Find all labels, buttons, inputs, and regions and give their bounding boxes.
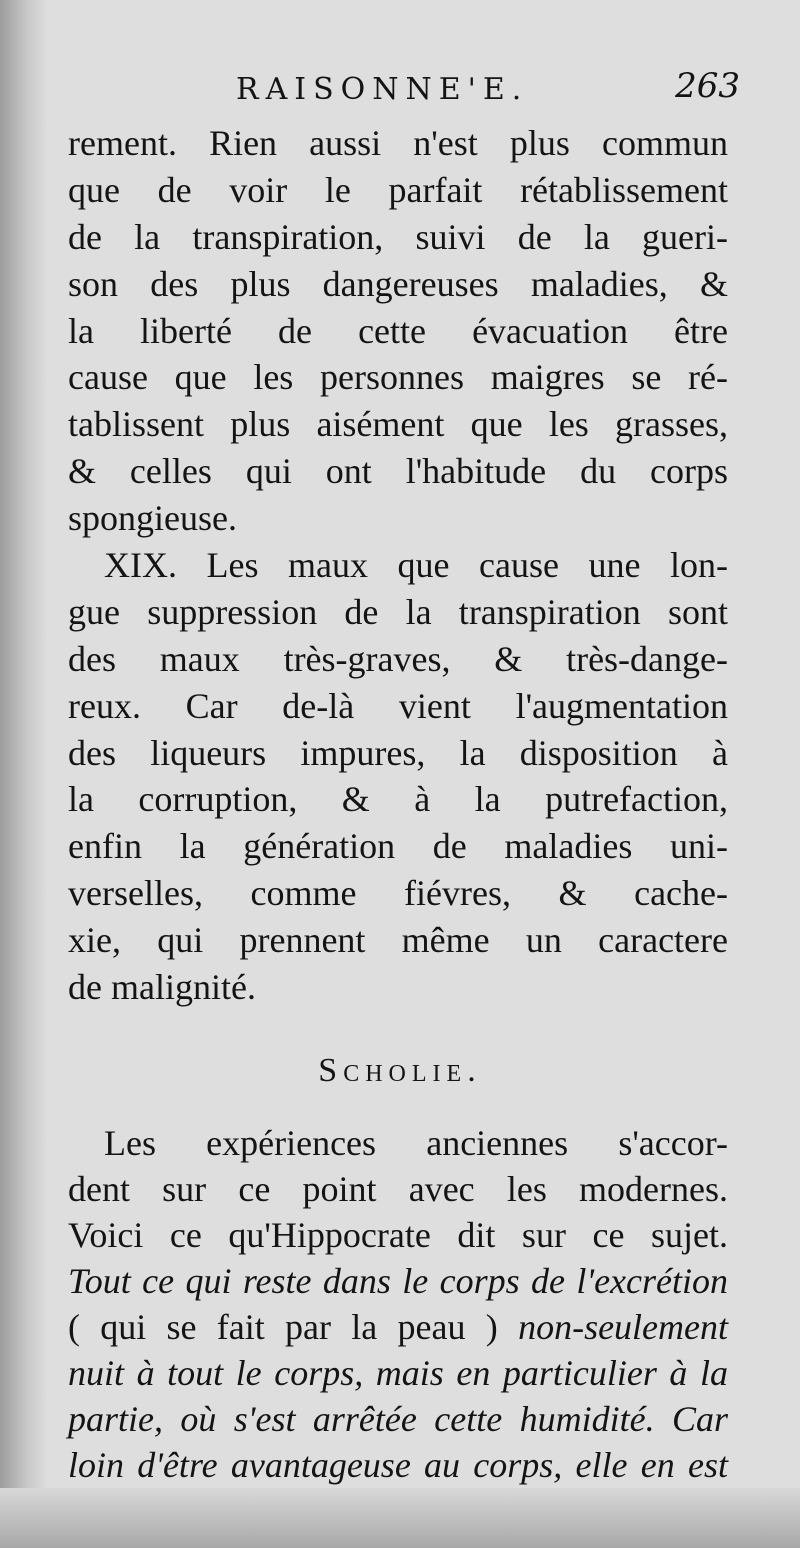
text-line: des liqueurs impures, la disposition à bbox=[68, 732, 728, 773]
text-line: rement. Rien aussi n'est plus commun bbox=[68, 123, 728, 163]
text-line: enfin la génération de maladies uni- bbox=[68, 826, 728, 867]
page-number: 263 bbox=[675, 66, 740, 106]
scholie-text bbox=[68, 1120, 728, 1488]
text-line: la liberté de cette évacuation être bbox=[68, 310, 728, 351]
text-line: Les expériences anciennes s'accor- bbox=[104, 1123, 728, 1163]
page-left-shadow bbox=[0, 0, 46, 1548]
text-line: son des plus dangereuses maladies, & bbox=[68, 263, 728, 304]
text-line: verselles, comme fiévres, & cache- bbox=[68, 873, 728, 914]
text-line: des maux très-graves, & très-dange- bbox=[68, 638, 728, 679]
text-line: Voici ce qu'Hippocrate dit sur ce sujet. bbox=[68, 1215, 728, 1255]
quote-line: loin d'être avantageuse au corps, elle en est bbox=[68, 1445, 728, 1485]
running-title: RAISONNE'E. bbox=[236, 72, 529, 107]
text-line: dent sur ce point avec les modernes. bbox=[68, 1169, 728, 1209]
quote-line: Tout ce qui reste dans le corps de l'excrétion bbox=[68, 1261, 728, 1301]
quote-line: nuit à tout le corps, mais en particulier à la bbox=[68, 1353, 728, 1393]
page-bottom-shadow bbox=[0, 1488, 800, 1548]
text-line: la corruption, & à la putrefaction, bbox=[68, 779, 728, 820]
text-line: de la transpiration, suivi de la gueri- bbox=[68, 216, 728, 257]
text-line: que de voir le parfait rétablissement bbox=[68, 169, 728, 210]
quote-line: partie, où s'est arrêtée cette humidité. Car bbox=[68, 1399, 728, 1439]
quote-italic-fragment: non-seulement bbox=[518, 1307, 729, 1347]
text-line: tablissent plus aisément que les grasses, bbox=[68, 404, 728, 445]
text-line: cause que les personnes maigres se ré- bbox=[68, 357, 728, 398]
quote-line bbox=[68, 1304, 728, 1350]
quote-roman-fragment: ( qui se fait par la peau ) bbox=[68, 1307, 498, 1347]
text-line: XIX. Les maux que cause une lon- bbox=[104, 545, 728, 586]
text-line: & celles qui ont l'habitude du corps bbox=[68, 451, 728, 492]
section-heading: Scholie. bbox=[318, 1052, 482, 1089]
body-text bbox=[68, 120, 728, 1011]
page-header bbox=[60, 66, 740, 122]
text-line: reux. Car de-là vient l'augmentation bbox=[68, 685, 728, 726]
text-line: de malignité. bbox=[68, 967, 256, 1008]
text-line: spongieuse. bbox=[68, 498, 237, 539]
text-line: xie, qui prennent même un caractere bbox=[68, 920, 728, 961]
text-line: gue suppression de la transpiration sont bbox=[68, 591, 728, 632]
